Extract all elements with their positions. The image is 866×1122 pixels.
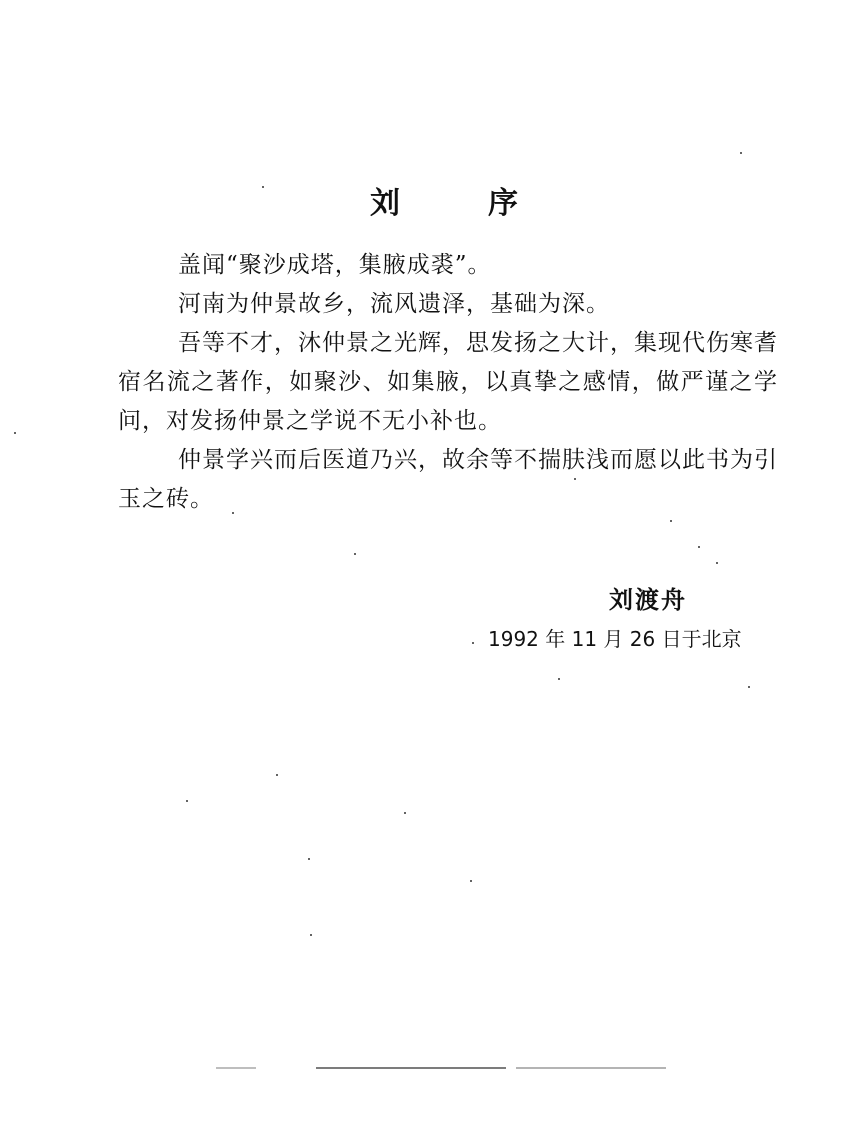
scan-streak xyxy=(516,1067,666,1069)
scan-speck xyxy=(14,432,16,434)
title-char-2: 序 xyxy=(488,186,518,221)
scan-speck xyxy=(716,562,718,564)
scan-streak xyxy=(316,1067,506,1069)
scan-speck xyxy=(748,686,750,688)
scan-speck xyxy=(472,642,474,644)
scan-speck xyxy=(232,512,234,514)
title-char-1: 刘 xyxy=(370,186,400,221)
scan-speck xyxy=(354,553,356,555)
scan-speck xyxy=(740,152,742,154)
scan-speck xyxy=(186,800,188,802)
scan-speck xyxy=(310,934,312,936)
scan-speck xyxy=(404,812,406,814)
scan-speck xyxy=(558,678,560,680)
paragraph-2: 河南为仲景故乡，流风遗泽，基础为深。 xyxy=(178,291,610,317)
scan-speck xyxy=(574,478,576,480)
scan-speck xyxy=(470,880,472,882)
scan-speck xyxy=(262,186,264,188)
paragraph-3: 吾等不才，沐仲景之光辉，思发扬之大计，集现代伤寒耆宿名流之著作，如聚沙、如集腋，以真挚之感情，做严谨之学问，对发扬仲景之学说不无小补也。 xyxy=(118,330,778,434)
paragraph-4: 仲景学兴而后医道乃兴，故余等不揣肤浅而愿以此书为引玉之砖。 xyxy=(118,447,778,512)
scan-speck xyxy=(276,774,278,776)
paragraph-1: 盖闻“聚沙成塔，集腋成裘”。 xyxy=(178,252,492,278)
author-signature: 刘渡舟 xyxy=(609,585,687,614)
scan-speck xyxy=(308,858,310,860)
scan-speck xyxy=(698,546,700,548)
scan-speck xyxy=(670,520,672,522)
date-place-line: 1992 年 11 月 26 日于北京 xyxy=(488,627,742,651)
scan-streak xyxy=(216,1067,256,1069)
